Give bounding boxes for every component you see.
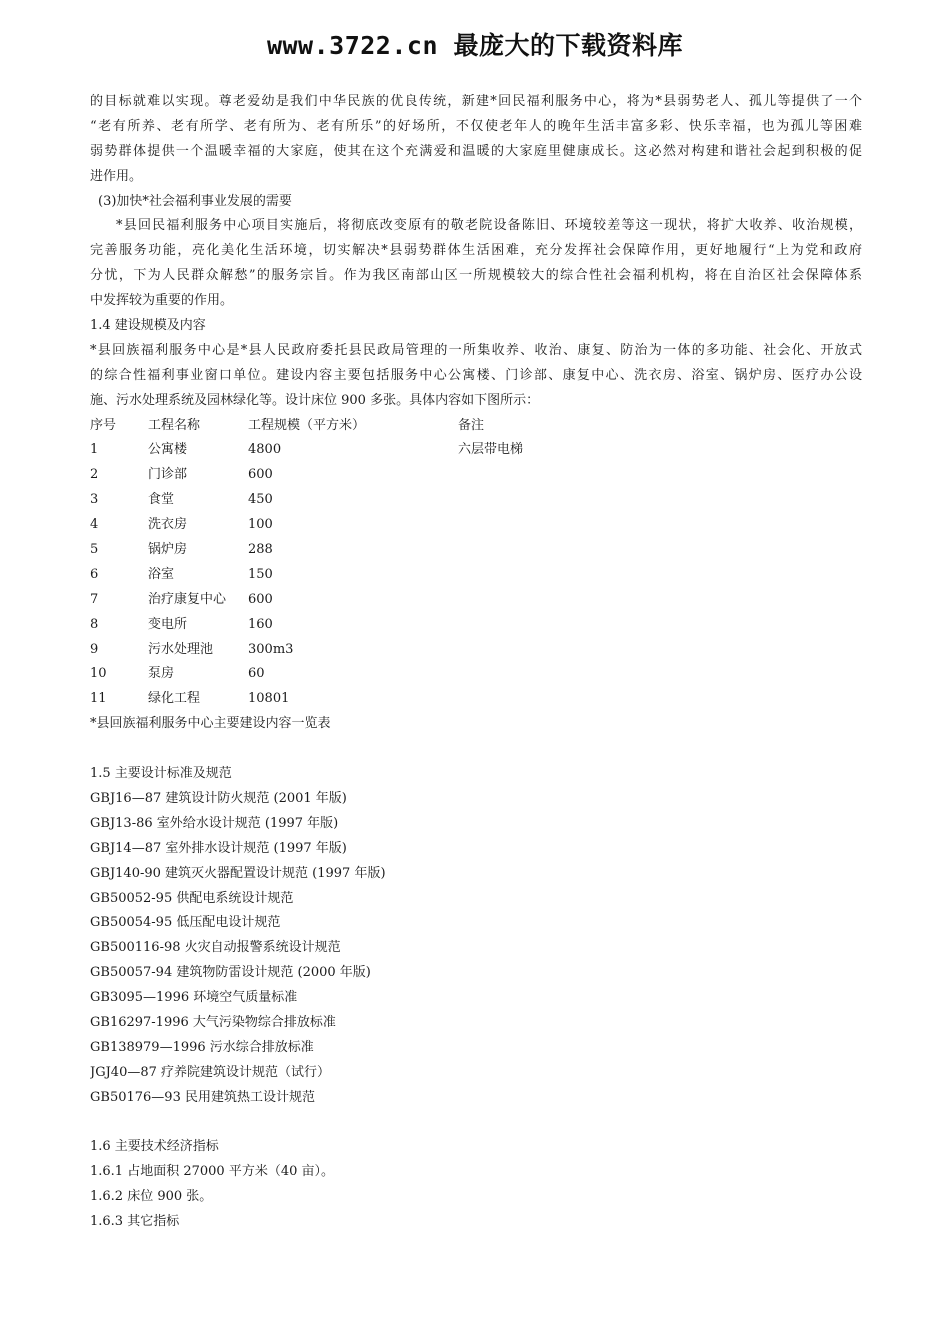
cell-scale: 4800: [248, 442, 282, 458]
cell-name: 公寓楼: [148, 442, 188, 458]
table-row: [90, 662, 862, 687]
standard-item: GBJ14—87 室外排水设计规范 (1997 年版): [90, 840, 347, 856]
cell-name: 绿化工程: [148, 691, 201, 707]
paragraph-line: 的目标就难以实现。尊老爱幼是我们中华民族的优良传统，新建*回民福利服务中心，将为*县弱势老人、孤儿等提供了一个: [90, 94, 862, 109]
cell-name: 变电所: [148, 616, 188, 632]
cell-note: [458, 538, 658, 563]
cell-note: [458, 563, 658, 588]
page-header-title: www.3722.cn 最庞大的下载资料库: [266, 31, 684, 60]
cell-index: 10: [90, 666, 107, 682]
cell-index: 9: [90, 641, 99, 657]
cell-index: 11: [90, 691, 107, 707]
indicator-item: 1.6.3 其它指标: [90, 1214, 180, 1230]
standard-item: GBJ13-86 室外给水设计规范 (1997 年版): [90, 815, 339, 831]
table-row: [90, 438, 862, 463]
cell-scale: 600: [248, 467, 273, 483]
cell-index: 2: [90, 467, 99, 483]
cell-name: 泵房: [148, 666, 175, 682]
cell-scale: 150: [248, 566, 273, 582]
standard-item: GB50176—93 民用建筑热工设计规范: [90, 1089, 315, 1105]
indicator-item: 1.6.2 床位 900 张。: [90, 1189, 213, 1205]
paragraph-line: 中发挥较为重要的作用。: [90, 293, 234, 309]
table-caption: *县回族福利服务中心主要建设内容一览表: [90, 716, 331, 732]
standard-item: GB50057-94 建筑物防雷设计规范 (2000 年版): [90, 965, 371, 981]
cell-scale: 160: [248, 616, 273, 632]
standard-item: GB3095—1996 环境空气质量标准: [90, 990, 298, 1006]
cell-index: 6: [90, 566, 99, 582]
paragraph-line: 的综合性福利事业窗口单位。建设内容主要包括服务中心公寓楼、门诊部、康复中心、洗衣房、浴室、锅炉房、医疗办公设: [90, 367, 862, 383]
cell-note: [458, 687, 658, 712]
section-heading-1-4: 1.4 建设规模及内容: [90, 318, 206, 334]
cell-index: 8: [90, 616, 99, 632]
table-row: [90, 613, 862, 638]
cell-name: 洗衣房: [148, 517, 188, 533]
cell-scale: 288: [248, 542, 273, 558]
cell-index: 7: [90, 591, 99, 607]
paragraph-line: “老有所养、老有所学、老有所为、老有所乐”的好场所，不仅使老年人的晚年生活丰富多彩、快乐幸福，也为孤儿等困难: [90, 118, 862, 134]
column-header: 备注: [458, 417, 485, 433]
cell-scale: 300m3: [248, 641, 294, 657]
standard-item: GBJ16—87 建筑设计防火规范 (2001 年版): [90, 790, 347, 806]
cell-index: 3: [90, 492, 99, 508]
table-row: [90, 488, 862, 513]
standard-item: GB138979—1996 污水综合排放标准: [90, 1039, 314, 1055]
table-row: [90, 538, 862, 563]
table-row: [90, 588, 862, 613]
standard-item: GBJ140-90 建筑灭火器配置设计规范 (1997 年版): [90, 865, 386, 881]
section-heading-1-6: 1.6 主要技术经济指标: [90, 1139, 219, 1155]
paragraph-line: 弱势群体提供一个温暖幸福的大家庭，使其在这个充满爱和温暖的大家庭里健康成长。这必然对构建和谐社会起到积极的促: [90, 143, 862, 159]
section-heading-1-5: 1.5 主要设计标准及规范: [90, 766, 232, 782]
cell-note: [458, 662, 658, 687]
table-row: [90, 463, 862, 488]
standard-item: JGJ40—87 疗养院建筑设计规范（试行）: [90, 1064, 331, 1080]
cell-index: 1: [90, 442, 99, 458]
cell-scale: 450: [248, 492, 273, 508]
table-row: [90, 638, 862, 663]
cell-note: 六层带电梯: [458, 442, 524, 458]
cell-index: 5: [90, 542, 99, 558]
cell-name: 浴室: [148, 566, 175, 582]
paragraph-line: *县回族福利服务中心是*县人民政府委托县民政局管理的一所集收养、收治、康复、防治为一体的多功能、社会化、开放式: [90, 342, 862, 358]
indicator-item: 1.6.1 占地面积 27000 平方米（40 亩）。: [90, 1164, 335, 1180]
cell-scale: 600: [248, 591, 273, 607]
cell-note: [458, 463, 658, 488]
cell-note: [458, 513, 658, 538]
cell-name: 治疗康复中心: [148, 591, 227, 607]
cell-index: 4: [90, 517, 99, 533]
column-header: 序号: [90, 417, 117, 433]
standard-item: GB16297-1996 大气污染物综合排放标准: [90, 1014, 336, 1030]
cell-scale: 10801: [248, 691, 290, 707]
cell-name: 锅炉房: [148, 542, 188, 558]
cell-note: [458, 638, 658, 663]
table-row: [90, 513, 862, 538]
column-header: 工程规模（平方米）: [248, 417, 366, 433]
standard-item: GB50052-95 供配电系统设计规范: [90, 890, 294, 906]
cell-scale: 100: [248, 517, 273, 533]
paragraph-line: *县回民福利服务中心项目实施后，将彻底改变原有的敬老院设备陈旧、环境较差等这一现状，将扩大收养、收治规模，: [116, 218, 862, 234]
cell-name: 食堂: [148, 492, 175, 508]
paragraph-line: 完善服务功能，亮化美化生活环境，切实解决*县弱势群体生活困难，充分发挥社会保障作用，更好地履行“上为党和政府: [90, 243, 862, 259]
document-body: [90, 90, 862, 1235]
cell-note: [458, 613, 658, 638]
cell-name: 污水处理池: [148, 641, 214, 657]
paragraph-line: 进作用。: [90, 168, 143, 184]
table-row: [90, 687, 862, 712]
spacer: [90, 737, 862, 762]
standard-item: GB50054-95 低压配电设计规范: [90, 915, 281, 931]
table-header-row: [90, 414, 862, 439]
table-row: [90, 563, 862, 588]
construction-table: [90, 414, 862, 713]
column-header: 工程名称: [148, 417, 201, 433]
spacer: [90, 1111, 862, 1136]
cell-name: 门诊部: [148, 467, 188, 483]
subheading-3: (3)加快*社会福利事业发展的需要: [98, 193, 292, 209]
paragraph-line: 分忧，下为人民群众解愁”的服务宗旨。作为我区南部山区一所规模较大的综合性社会福利机构，将在自治区社会保障体系: [90, 268, 862, 284]
cell-scale: 60: [248, 666, 265, 682]
standard-item: GB500116-98 火灾自动报警系统设计规范: [90, 940, 341, 956]
cell-note: [458, 488, 658, 513]
paragraph-line: 施、污水处理系统及园林绿化等。设计床位 900 多张。具体内容如下图所示：: [90, 392, 540, 408]
cell-note: [458, 588, 658, 613]
